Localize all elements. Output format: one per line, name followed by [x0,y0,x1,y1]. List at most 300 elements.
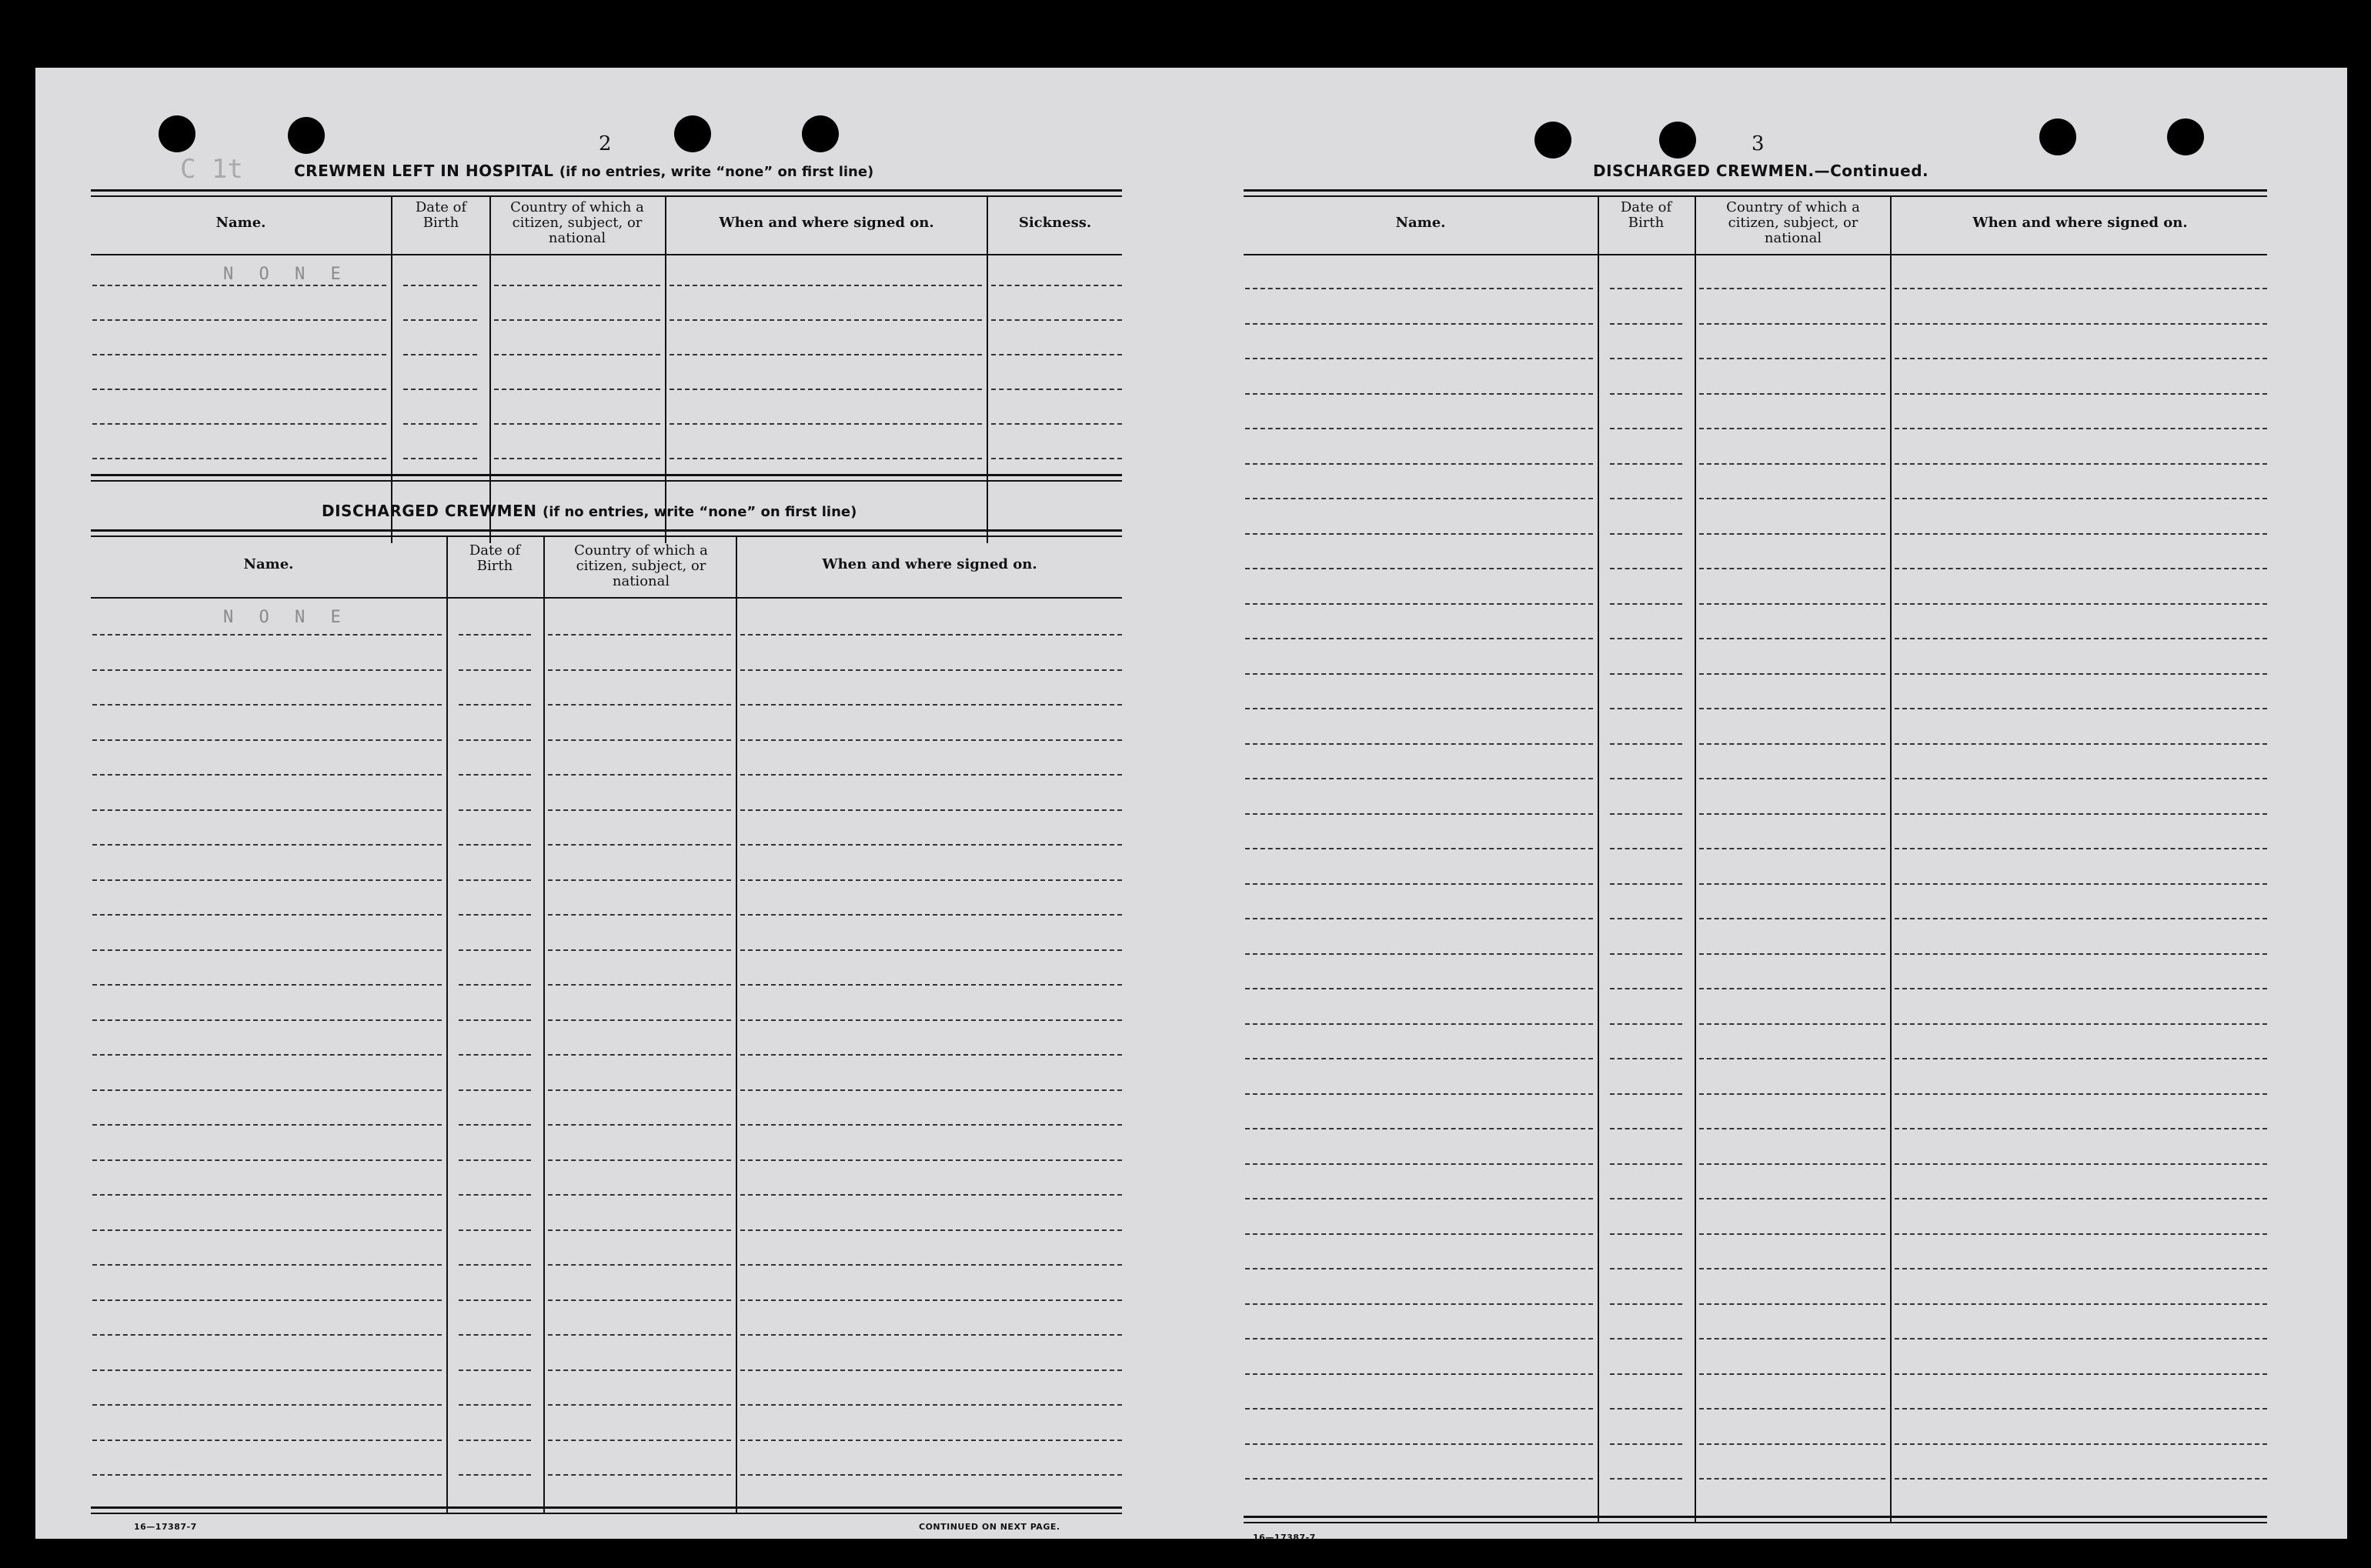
ruled-line [1610,1408,1682,1410]
ruled-line [740,1440,1122,1441]
ruled-line [548,1194,731,1196]
ruled-line [1895,603,2267,605]
ruled-line [92,1369,442,1371]
ruled-line [740,1404,1122,1406]
ruled-line [92,458,386,459]
ruled-line [1699,1338,1885,1339]
ruled-line [1699,1303,1885,1305]
ruled-line [494,285,660,286]
ruled-line [459,1124,531,1126]
ruled-line [459,809,531,811]
ruled-line [1699,393,1885,395]
ruled-line [740,1334,1122,1336]
ruled-line [548,739,731,741]
col-header-name: Name. [215,215,266,231]
ruled-line [1610,1373,1682,1375]
ruled-line [548,1369,731,1371]
ruled-line [1895,1443,2267,1445]
ruled-line [1699,988,1885,989]
ruled-line [991,389,1122,390]
ruled-line [1610,1478,1682,1480]
hospital-section-title: CREWMEN LEFT IN HOSPITAL (if no entries, write “none” on first line) [294,162,874,180]
ruled-line [1895,743,2267,745]
ruled-line [1610,1128,1682,1129]
ruled-line [1895,1303,2267,1305]
punch-hole [802,115,839,152]
ruled-line [92,1194,442,1196]
ruled-line [1699,1408,1885,1410]
ruled-line [1610,673,1682,675]
continued-note: CONTINUED ON NEXT PAGE. [919,1522,1060,1532]
ruled-line [403,389,477,390]
ruled-line [1610,358,1682,359]
ruled-line [1699,498,1885,499]
ruled-line [548,1440,731,1441]
ruled-line [1245,533,1593,535]
form-number: 16—17387-7 [1253,1533,1316,1543]
ruled-line [1895,1198,2267,1199]
col-header-country: Country of which a citizen, subject, or national [574,542,708,589]
ruled-line [1699,1373,1885,1375]
ruled-line [92,984,442,986]
ruled-line [1245,1093,1593,1095]
col-header-signed-on: When and where signed on. [822,556,1037,572]
ruled-line [1699,1023,1885,1025]
ruled-line [1610,638,1682,639]
ruled-line [1699,813,1885,815]
ruled-line [1699,1093,1885,1095]
ruled-line [1245,1408,1593,1410]
ruled-line [1895,498,2267,499]
ruled-line [403,354,477,355]
ruled-line [548,809,731,811]
ruled-line [1699,953,1885,955]
ruled-line [1245,743,1593,745]
ruled-line [740,844,1122,846]
ruled-line [1610,988,1682,989]
ruled-line [1699,1233,1885,1235]
ruled-line [1895,1268,2267,1269]
ruled-line [670,319,982,321]
ruled-line [1699,428,1885,429]
ruled-line [1610,1198,1682,1199]
ruled-line [1895,638,2267,639]
ruled-line [459,1089,531,1091]
ruled-line [1895,288,2267,289]
ruled-line [403,458,477,459]
ruled-line [1610,393,1682,395]
ruled-line [494,423,660,425]
ruled-line [459,949,531,951]
col-header-sickness: Sickness. [1018,215,1092,231]
ruled-line [1895,428,2267,429]
ruled-line [92,704,442,706]
ruled-line [1245,1058,1593,1059]
ruled-line [1245,638,1593,639]
ruled-line [991,458,1122,459]
ruled-line [670,285,982,286]
ruled-line [548,1089,731,1091]
ruled-line [1699,1443,1885,1445]
ruled-line [740,704,1122,706]
ruled-line [92,844,442,846]
ruled-line [1610,463,1682,465]
ruled-line [740,1124,1122,1126]
ruled-line [670,354,982,355]
ruled-line [1699,638,1885,639]
ruled-line [1245,498,1593,499]
ruled-line [740,1229,1122,1231]
ruled-line [740,1054,1122,1056]
ruled-line [548,1229,731,1231]
ruled-line [92,1404,442,1406]
ruled-line [740,1194,1122,1196]
ruled-line [1895,463,2267,465]
page-number: 2 [599,132,612,155]
punch-hole [674,115,711,152]
ruled-line [1895,1093,2267,1095]
ruled-line [92,739,442,741]
ruled-line [1895,393,2267,395]
ruled-line [670,423,982,425]
ruled-line [1245,988,1593,989]
ruled-line [1895,848,2267,849]
punch-hole [288,117,325,154]
ruled-line [991,319,1122,321]
ruled-line [459,1194,531,1196]
ruled-line [1245,393,1593,395]
ruled-line [92,423,386,425]
ruled-line [548,1299,731,1301]
ruled-line [1245,428,1593,429]
ruled-line [1699,533,1885,535]
punch-hole [1659,122,1696,158]
ruled-line [1610,428,1682,429]
ruled-line [548,984,731,986]
ruled-line [494,458,660,459]
ruled-line [1610,918,1682,919]
entry-none: N O N E [223,608,349,627]
ruled-line [1245,288,1593,289]
ruled-line [1895,988,2267,989]
ruled-line [459,1159,531,1161]
ruled-line [1245,1233,1593,1235]
ruled-line [1699,603,1885,605]
ruled-line [548,1404,731,1406]
ruled-line [459,879,531,881]
ruled-line [1245,1268,1593,1269]
ruled-line [1610,1443,1682,1445]
ruled-line [548,669,731,671]
ruled-line [1699,673,1885,675]
ruled-line [1610,813,1682,815]
col-header-signed-on: When and where signed on. [719,215,934,231]
ruled-line [1895,708,2267,709]
ruled-line [740,984,1122,986]
discharged-continued-title: DISCHARGED CREWMEN.—Continued. [1593,162,1929,180]
ruled-line [991,285,1122,286]
ruled-line [92,1299,442,1301]
ruled-line [92,879,442,881]
ruled-line [1895,1023,2267,1025]
ruled-line [1610,743,1682,745]
ruled-line [548,879,731,881]
ruled-line [1699,1058,1885,1059]
ruled-line [1245,673,1593,675]
ruled-line [740,739,1122,741]
ruled-line [548,774,731,776]
col-header-date-of-birth: Date of Birth [415,199,467,231]
ruled-line [92,319,386,321]
ruled-line [991,423,1122,425]
ruled-line [1610,778,1682,779]
ruled-line [1245,918,1593,919]
ruled-line [403,423,477,425]
ruled-line [1895,813,2267,815]
ruled-line [548,949,731,951]
ruled-line [1245,1478,1593,1480]
ruled-line [1245,358,1593,359]
ruled-line [92,669,442,671]
discharged-section-title: DISCHARGED CREWMEN (if no entries, write “none” on first line) [322,502,857,520]
ruled-line [1895,1373,2267,1375]
ruled-line [92,1334,442,1336]
ruled-line [1245,1373,1593,1375]
ruled-line [1245,1128,1593,1129]
ruled-line [740,1089,1122,1091]
ruled-line [1895,323,2267,325]
ruled-line [740,1264,1122,1266]
ruled-line [1699,323,1885,325]
ruled-line [1699,1163,1885,1165]
ruled-line [403,319,477,321]
col-header-date-of-birth: Date of Birth [1620,199,1672,231]
ruled-line [1245,1443,1593,1445]
ruled-line [1610,848,1682,849]
ruled-line [548,1054,731,1056]
ruled-line [1699,1268,1885,1269]
col-header-signed-on: When and where signed on. [1972,215,2188,231]
ruled-line [548,704,731,706]
ruled-line [740,809,1122,811]
top-rule [91,189,1122,197]
ruled-line [1699,848,1885,849]
ruled-line [670,458,982,459]
ruled-line [991,354,1122,355]
ruled-line [459,1229,531,1231]
ruled-line [1245,1338,1593,1339]
ruled-line [92,774,442,776]
ruled-line [1610,323,1682,325]
ruled-line [1610,883,1682,885]
ruled-line [459,739,531,741]
ruled-line [1245,1303,1593,1305]
ruled-line [1699,778,1885,779]
col-header-name: Name. [243,556,294,572]
ruled-line [1245,1198,1593,1199]
ruled-line [494,354,660,355]
ruled-line [740,879,1122,881]
ruled-line [1610,603,1682,605]
ruled-line [1895,673,2267,675]
ruled-line [459,1299,531,1301]
ruled-line [548,1159,731,1161]
form-number: 16—17387-7 [134,1522,197,1532]
ruled-line [1610,708,1682,709]
punch-hole [159,115,195,152]
ruled-line [1610,1233,1682,1235]
ruled-line [548,914,731,916]
ruled-line [1610,953,1682,955]
ruled-line [92,285,386,286]
col-header-name: Name. [1395,215,1446,231]
ruled-line [1610,533,1682,535]
ruled-line [1895,358,2267,359]
ruled-line [1610,568,1682,569]
ruled-line [1699,708,1885,709]
ruled-line [1895,1233,2267,1235]
ruled-line [1895,778,2267,779]
ruled-line [1245,463,1593,465]
ruled-line [1245,323,1593,325]
ruled-line [1699,358,1885,359]
ruled-line [1245,1163,1593,1165]
ruled-line [459,704,531,706]
ruled-line [548,1019,731,1021]
ruled-line [92,1054,442,1056]
ruled-line [740,1299,1122,1301]
ruled-line [1610,1338,1682,1339]
ruled-line [92,809,442,811]
ruled-line [1245,778,1593,779]
ruled-line [740,914,1122,916]
page-number: 3 [1752,132,1765,155]
ruled-line [92,1264,442,1266]
ruled-line [1610,288,1682,289]
ruled-line [459,984,531,986]
ruled-line [459,1264,531,1266]
stamp-mark: C 1t [180,154,243,185]
ruled-line [92,1089,442,1091]
ruled-line [1245,883,1593,885]
col-header-country: Country of which a citizen, subject, or national [1726,199,1860,246]
col-header-country: Country of which a citizen, subject, or national [510,199,644,246]
ruled-line [1895,1338,2267,1339]
ruled-line [403,285,477,286]
ruled-line [1245,568,1593,569]
ruled-line [670,389,982,390]
ruled-line [1245,1023,1593,1025]
ruled-line [740,1159,1122,1161]
ruled-line [459,634,531,636]
ruled-line [92,1440,442,1441]
ruled-line [1699,1478,1885,1480]
ruled-line [1610,1058,1682,1059]
ruled-line [92,949,442,951]
ruled-line [548,844,731,846]
ruled-line [1699,288,1885,289]
ruled-line [1895,1163,2267,1165]
entry-none: N O N E [223,265,349,284]
ruled-line [740,1019,1122,1021]
scanned-document [35,68,2347,1543]
ruled-line [740,669,1122,671]
ruled-line [92,354,386,355]
ruled-line [1699,1198,1885,1199]
ruled-line [1895,568,2267,569]
ruled-line [459,774,531,776]
ruled-line [459,1474,531,1476]
ruled-line [548,1264,731,1266]
ruled-line [1245,603,1593,605]
ruled-line [92,1229,442,1231]
ruled-line [1610,1303,1682,1305]
ruled-line [1895,533,2267,535]
ruled-line [1245,708,1593,709]
ruled-line [1895,883,2267,885]
ruled-line [1245,813,1593,815]
ruled-line [1895,918,2267,919]
ruled-line [740,949,1122,951]
ruled-line [1245,848,1593,849]
ruled-line [548,634,731,636]
right-page [1213,68,2347,1543]
ruled-line [92,1019,442,1021]
ruled-line [1610,498,1682,499]
ruled-line [740,1474,1122,1476]
ruled-line [740,774,1122,776]
ruled-line [1895,1058,2267,1059]
punch-hole [2039,118,2076,155]
ruled-line [548,1124,731,1126]
ruled-line [459,669,531,671]
ruled-line [459,844,531,846]
punch-hole [2167,118,2204,155]
ruled-line [459,1054,531,1056]
ruled-line [459,1334,531,1336]
ruled-line [1610,1268,1682,1269]
ruled-line [92,389,386,390]
left-page [35,68,1197,1539]
ruled-line [459,1440,531,1441]
ruled-line [1699,918,1885,919]
ruled-line [92,1124,442,1126]
ruled-line [92,914,442,916]
ruled-line [740,1369,1122,1371]
ruled-line [1895,1408,2267,1410]
ruled-line [494,389,660,390]
ruled-line [1699,463,1885,465]
ruled-line [548,1474,731,1476]
ruled-line [92,1159,442,1161]
ruled-line [459,1019,531,1021]
ruled-line [1895,953,2267,955]
ruled-line [1245,953,1593,955]
ruled-line [459,1404,531,1406]
ruled-line [1699,568,1885,569]
ruled-line [1610,1093,1682,1095]
ruled-line [92,634,442,636]
ruled-line [494,319,660,321]
col-header-date-of-birth: Date of Birth [469,542,521,574]
ruled-line [1699,883,1885,885]
ruled-line [1610,1163,1682,1165]
ruled-line [1895,1478,2267,1480]
ruled-line [1610,1023,1682,1025]
ruled-line [1699,743,1885,745]
ruled-line [459,1369,531,1371]
ruled-line [92,1474,442,1476]
